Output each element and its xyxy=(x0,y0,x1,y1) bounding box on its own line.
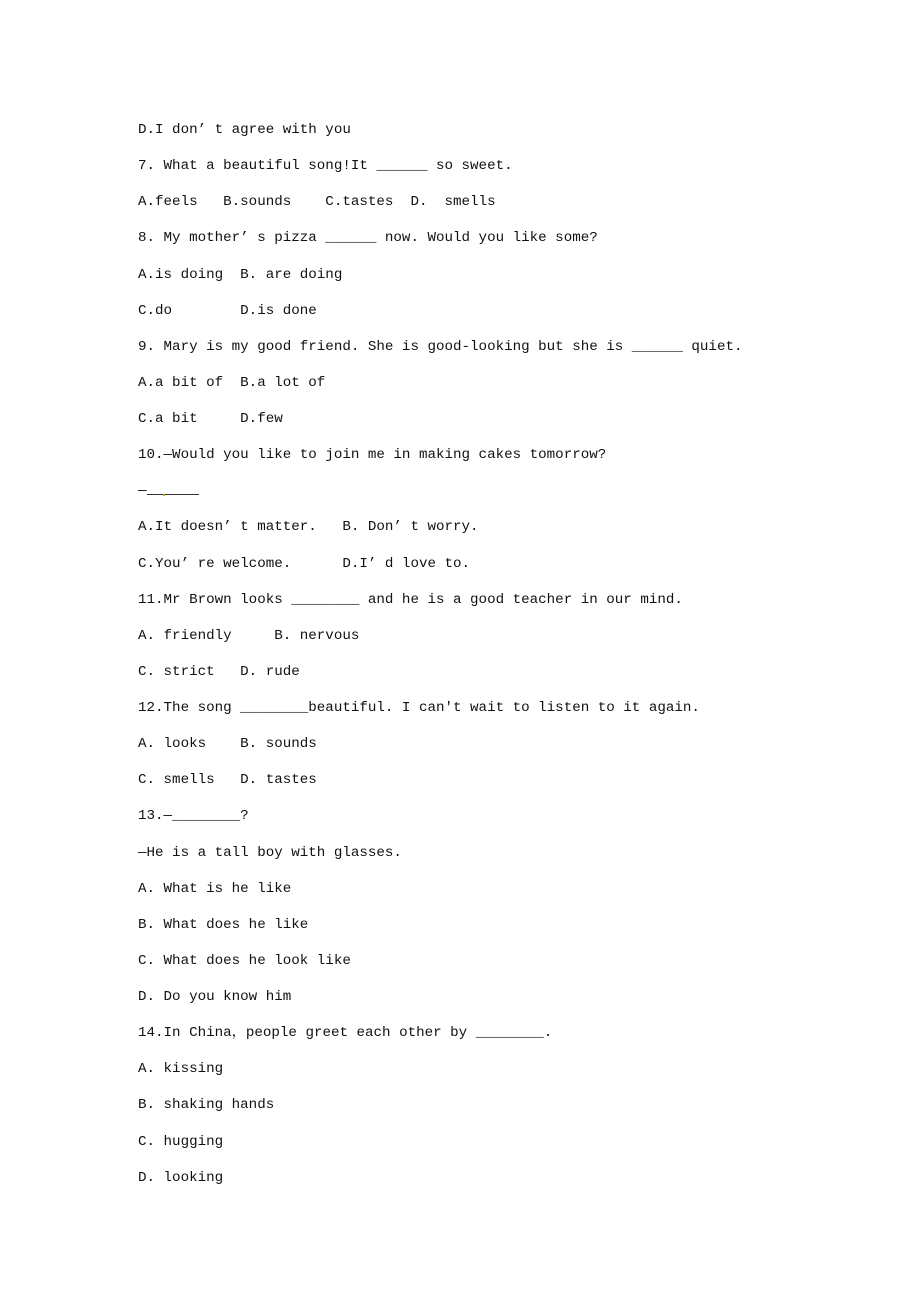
blank-marker xyxy=(163,494,165,496)
document-line: A. kissing xyxy=(138,1061,224,1078)
answer-blank xyxy=(147,480,199,495)
document-line: D.I don’ t agree with you xyxy=(138,122,351,138)
document-line: A.a bit of B.a lot of xyxy=(138,374,326,391)
document-line: 12.The song ________beautiful. I can't wait to listen to it again. xyxy=(138,700,700,716)
document-line: A. friendly B. nervous xyxy=(138,627,360,644)
document-line: A.It doesn’ t matter. B. Don’ t worry. xyxy=(138,519,479,536)
document-line: C.do D.is done xyxy=(138,302,317,319)
document-line: C. hugging xyxy=(138,1133,224,1150)
document-line: C. smells D. tastes xyxy=(138,772,317,789)
document-line: 11.Mr Brown looks ________ and he is a good teacher in our mind. xyxy=(138,591,683,608)
document-line: C. strict D. rude xyxy=(138,663,300,680)
document-line: D. looking xyxy=(138,1169,224,1186)
document-line: —He is a tall boy with glasses. xyxy=(138,844,402,861)
document-line: D. Do you know him xyxy=(138,989,292,1005)
document-line: B. shaking hands xyxy=(138,1097,275,1114)
document-page xyxy=(138,119,743,1203)
document-line: B. What does he like xyxy=(138,916,309,933)
document-line: C. What does he look like xyxy=(138,952,351,969)
document-line: A. What is he like xyxy=(138,880,292,897)
document-line: A.is doing B. are doing xyxy=(138,266,343,283)
document-line: 7. What a beautiful song!It ______ so sweet. xyxy=(138,158,513,175)
document-line: 8. My mother’ s pizza ______ now. Would you like some? xyxy=(138,230,598,247)
document-line: 14.In China，people greet each other by ________. xyxy=(138,1025,553,1042)
document-line: A. looks B. sounds xyxy=(138,736,317,753)
document-line: 13.—________? xyxy=(138,808,249,825)
document-line: C.a bit D.few xyxy=(138,411,283,427)
dash-text: — xyxy=(138,483,147,500)
document-line: A.feels B.sounds C.tastes D. smells xyxy=(138,194,496,211)
answer-blank-line xyxy=(138,480,743,516)
document-line: C.You’ re welcome. D.I’ d love to. xyxy=(138,555,471,572)
document-line: 10.—Would you like to join me in making cakes tomorrow? xyxy=(138,447,607,464)
document-line: 9. Mary is my good friend. She is good-looking but she is ______ quiet. xyxy=(138,338,743,355)
